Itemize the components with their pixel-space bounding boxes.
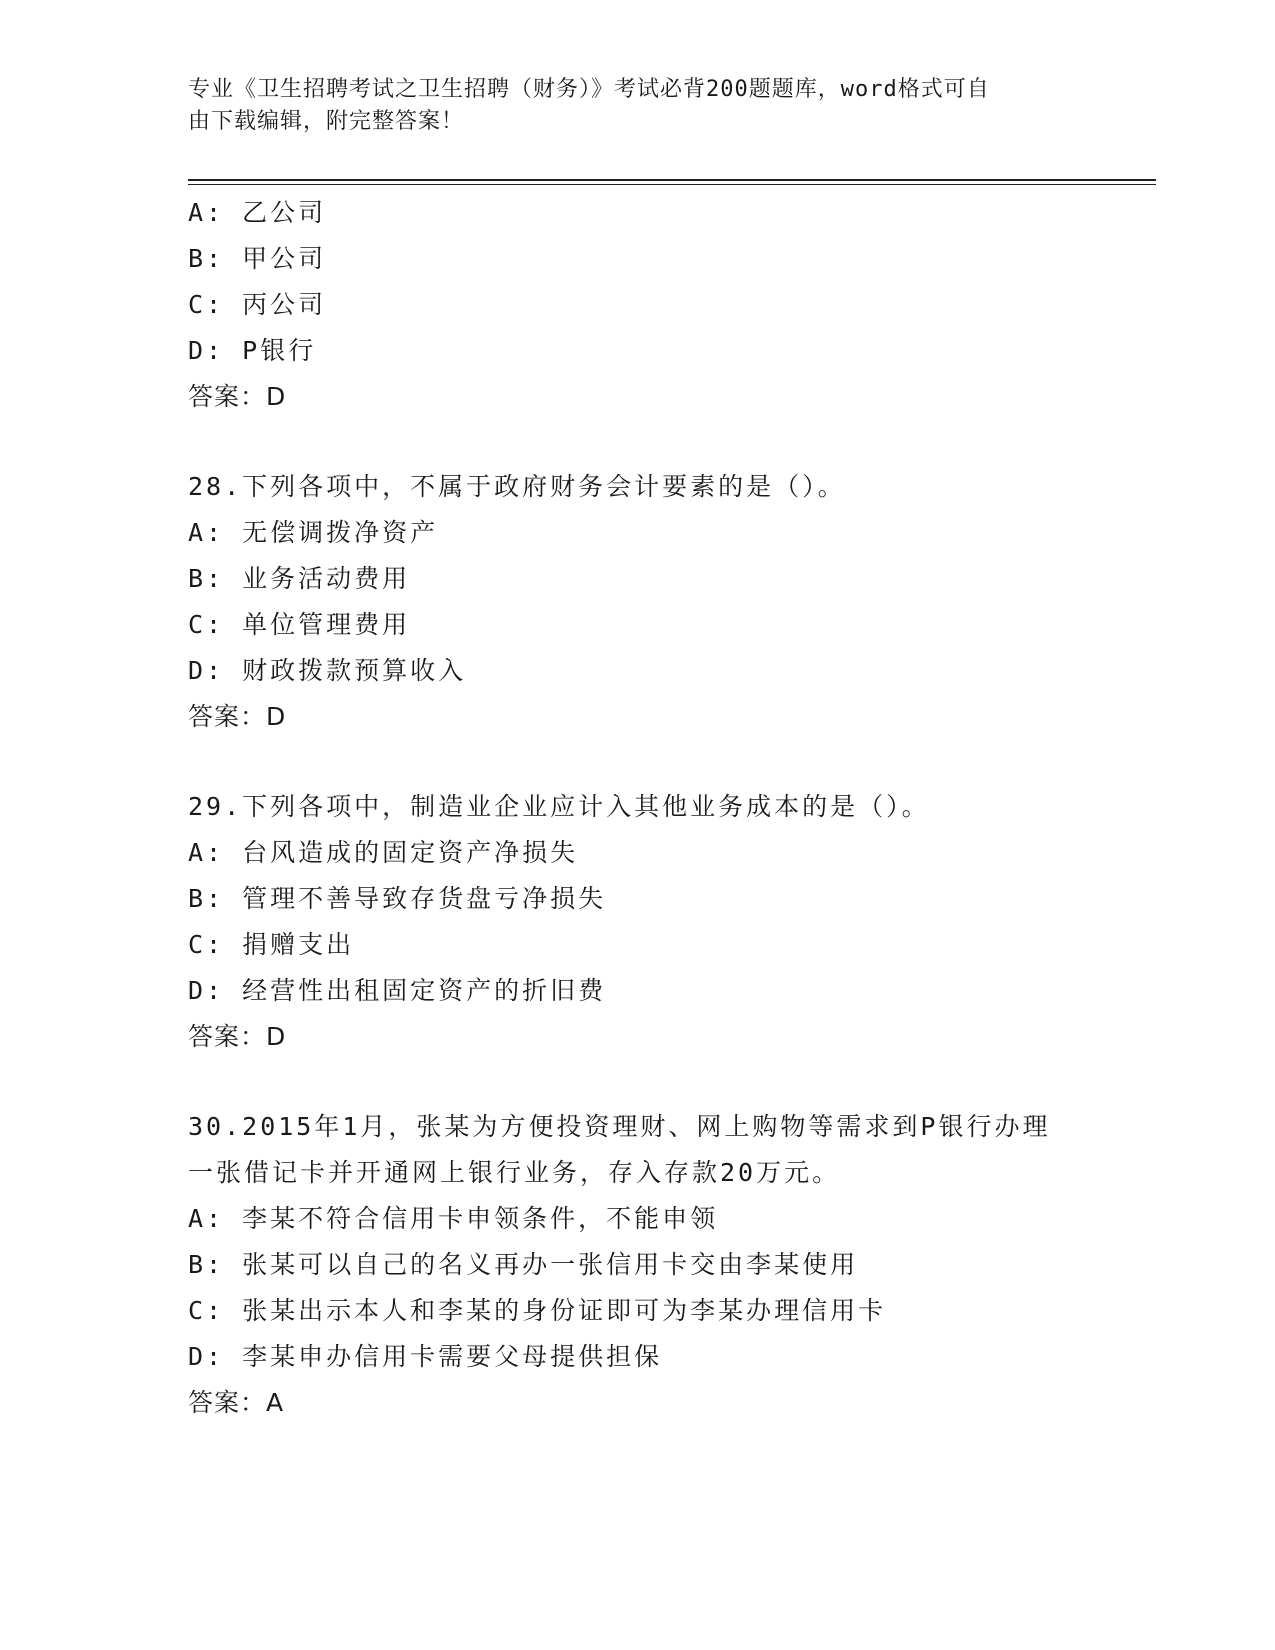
spacer — [188, 420, 1108, 464]
option-c: C: 张某出示本人和李某的身份证即可为李某办理信用卡 — [188, 1296, 887, 1325]
option-b: B: 甲公司 — [188, 244, 327, 273]
question-list — [188, 190, 1108, 1426]
spacer — [188, 740, 1108, 784]
option-b: B: 管理不善导致存货盘亏净损失 — [188, 884, 607, 913]
option-c: C: 捐赠支出 — [188, 930, 355, 959]
answer-line: 答案：D — [188, 1022, 287, 1051]
option-a: A: 李某不符合信用卡申领条件，不能申领 — [188, 1204, 719, 1233]
answer-line: 答案：A — [188, 1388, 285, 1417]
question-text: 29.下列各项中，制造业企业应计入其他业务成本的是（）。 — [188, 792, 930, 821]
option-b: B: 业务活动费用 — [188, 564, 411, 593]
header-divider-thin — [188, 184, 1156, 185]
option-d: D: 经营性出租固定资产的折旧费 — [188, 976, 607, 1005]
option-b: B: 张某可以自己的名义再办一张信用卡交由李某使用 — [188, 1250, 859, 1279]
header-divider-thick — [188, 179, 1156, 181]
spacer — [188, 1060, 1108, 1104]
option-d: D: P银行 — [188, 336, 317, 365]
answer-line: 答案：D — [188, 382, 287, 411]
option-a: A: 无偿调拨净资产 — [188, 518, 439, 547]
option-d: D: 李某申办信用卡需要父母提供担保 — [188, 1342, 663, 1371]
header-title-line-1: 专业《卫生招聘考试之卫生招聘（财务）》考试必背200题题库，word格式可自 — [188, 77, 990, 102]
question-30-block — [188, 1104, 1108, 1426]
question-28-block — [188, 464, 1108, 740]
option-a: A: 台风造成的固定资产净损失 — [188, 838, 579, 867]
question-text-line-1: 30.2015年1月，张某为方便投资理财、网上购物等需求到P银行办理 — [188, 1112, 1051, 1141]
document-header — [188, 74, 1088, 138]
header-title-line-2: 由下载编辑，附完整答案！ — [188, 109, 465, 134]
question-text-line-2: 一张借记卡并开通网上银行业务，存入存款20万元。 — [188, 1158, 841, 1187]
option-a: A: 乙公司 — [188, 198, 327, 227]
question-text: 28.下列各项中，不属于政府财务会计要素的是（）。 — [188, 472, 846, 501]
answer-line: 答案：D — [188, 702, 287, 731]
option-d: D: 财政拨款预算收入 — [188, 656, 467, 685]
option-c: C: 丙公司 — [188, 290, 327, 319]
option-c: C: 单位管理费用 — [188, 610, 411, 639]
question-29-block — [188, 784, 1108, 1060]
question-27-block — [188, 190, 1108, 420]
